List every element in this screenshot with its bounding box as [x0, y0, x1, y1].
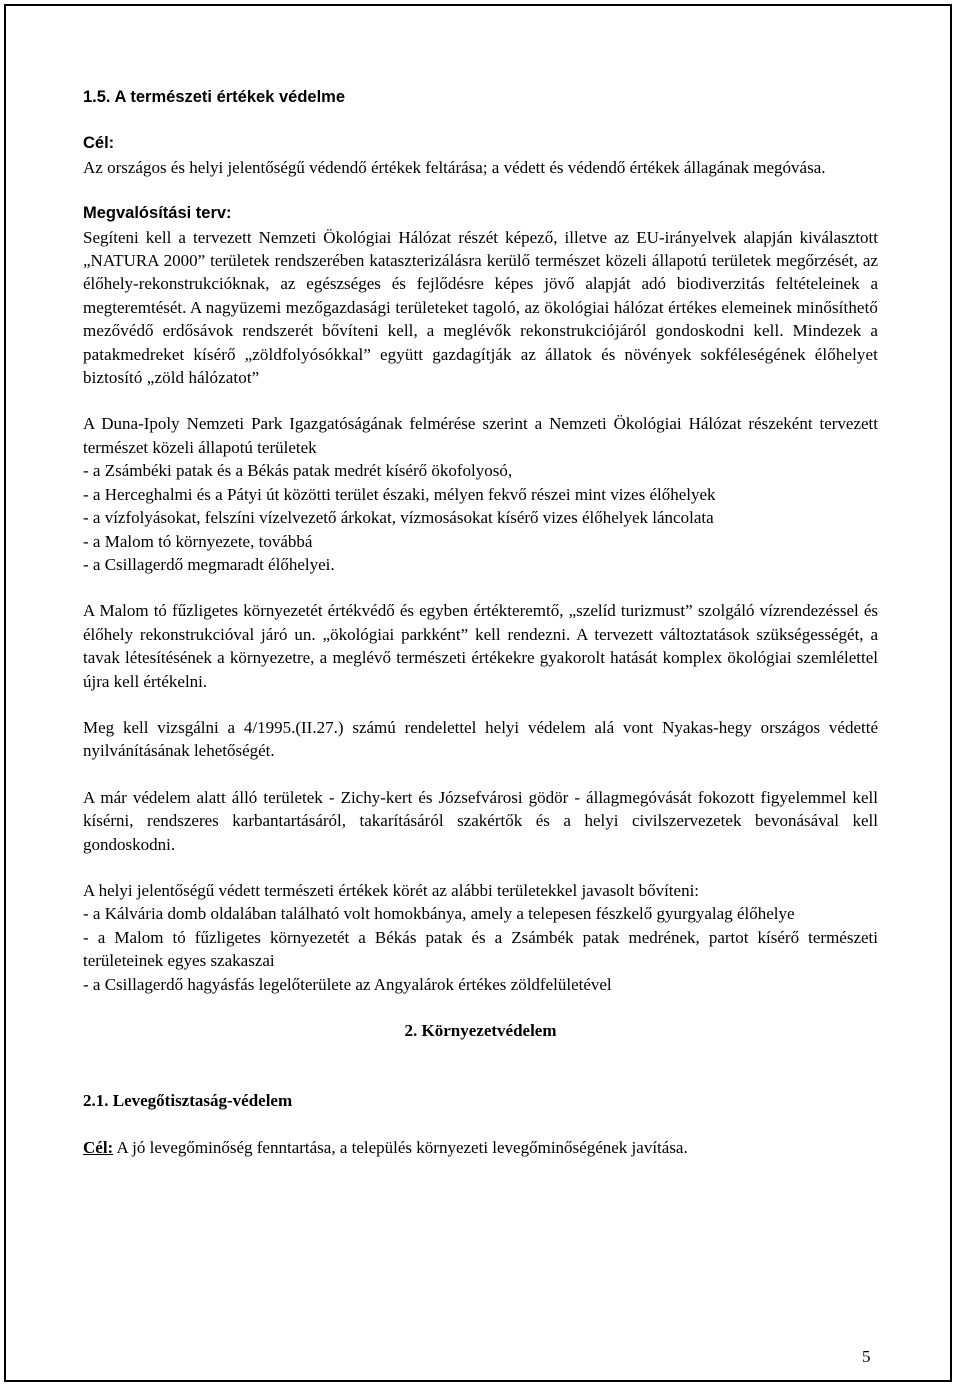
malom-paragraph: A Malom tó fűzligetes környezetét értékvédő és egyben értékteremtő, „szelíd turizmust” szolgáló vízrendezéssel és élőhely rekonstrukcióval járó un. „ökológiai parkként” kell rendezni. A tervezett változtatások szükségességét, a tavak létesítésének a környezetre, a meglévő természeti értékekre gyakorolt hatását komplex ökológiai szemlélettel újra kell értékelni.: [83, 601, 878, 691]
list-item: - a Csillagerdő megmaradt élőhelyei.: [83, 554, 335, 574]
list-item: - a Csillagerdő hagyásfás legelőterülete az Angyalárok értékes zöldfelületével: [83, 974, 612, 994]
air-goal-text: A jó levegőminőség fenntartása, a település környezeti levegőminőségének javítása.: [113, 1137, 688, 1157]
zichy-paragraph: A már védelem alatt álló területek - Zichy-kert és Józsefvárosi gödör - állagmegóvását fokozott figyelemmel kell kísérni, rendszeres karbantartásáról, takarításáról szakértők és a helyi civilszervezetek bevonásával kell gondoskodni.: [83, 787, 878, 854]
list-item: - a Malom tó fűzligetes környezetét a Békás patak és a Zsámbék patak medrének, partot kísérő természeti területeinek egyes szakaszai: [83, 927, 878, 971]
section-heading-2: 2. Környezetvédelem: [404, 1021, 557, 1040]
list-item: - a Malom tó környezete, továbbá: [83, 531, 313, 551]
duna-ipoly-list: [83, 459, 878, 576]
list-item: - a Zsámbéki patak és a Békás patak medrét kísérő ökofolyosó,: [83, 461, 513, 481]
document-body: [83, 86, 878, 1159]
list-item: - a vízfolyásokat, felszíni vízelvezető árkokat, vízmosásokat kísérő vizes élőhelyek láncolata: [83, 508, 714, 528]
expand-intro: A helyi jelentőségű védett természeti értékek körét az alábbi területekkel javasolt bővíteni:: [83, 880, 700, 900]
page-number: 5: [862, 1347, 871, 1366]
section-heading-1-5: 1.5. A természeti értékek védelme: [83, 88, 346, 106]
section-heading-2-1: 2.1. Levegőtisztaság-védelem: [83, 1091, 293, 1111]
plan-text-serif: A nagyüzemi mezőgazdasági területeket tagoló, az ökológiai hálózat értékes elemeinek minősíthető mezővédő erdősávok rendszerét bővíteni kell, a meglévők rekonstrukciójáról gondoskodni kell. Mindezek a patakmedreket kísérő „zöldfolyósókkal” együtt gazdagítják az állatok és növények sokféleségének élőhelyet biztosító „zöld hálózatot”: [83, 297, 878, 388]
expand-list: [83, 902, 878, 996]
duna-ipoly-intro: A Duna-Ipoly Nemzeti Park Igazgatóságának felmérése szerint a Nemzeti Ökológiai Hálózat részeként tervezett természet közeli állapotú területek: [83, 414, 878, 457]
plan-text-sans: Segíteni kell a tervezett Nemzeti Ökológiai Hálózat részét képező, illetve az EU-irányelvek alapján kiválasztott „NATURA 2000” területek rendszerében kataszterizálásra kerülő természet közeli állapotú területek megőrzését, az élőhely-rekonstrukcióknak, az egészséges és fejlődésre képes jövő alapját adó biodiverzitás feltételeinek a megteremtését.: [83, 227, 878, 317]
air-goal: [83, 1136, 878, 1159]
list-item: - a Herceghalmi és a Pátyi út közötti terület északi, mélyen fekvő részei mint vizes élőhelyek: [83, 484, 716, 504]
nyakas-paragraph: Meg kell vizsgálni a 4/1995.(II.27.) számú rendelettel helyi védelem alá vont Nyakas-hegy országos védetté nyilvánításának lehetőségét.: [83, 717, 878, 761]
plan-label: Megvalósítási terv:: [83, 204, 232, 223]
goal-label: Cél:: [83, 134, 115, 153]
list-item: - a Kálvária domb oldalában található volt homokbánya, amely a telepesen fészkelő gyurgyalag élőhelye: [83, 904, 795, 924]
plan-paragraph: [83, 226, 878, 390]
air-goal-label: Cél:: [83, 1137, 114, 1157]
goal-text: Az országos és helyi jelentőségű védendő értékek feltárása; a védett és védendő értékek állagának megóvása.: [83, 157, 826, 177]
